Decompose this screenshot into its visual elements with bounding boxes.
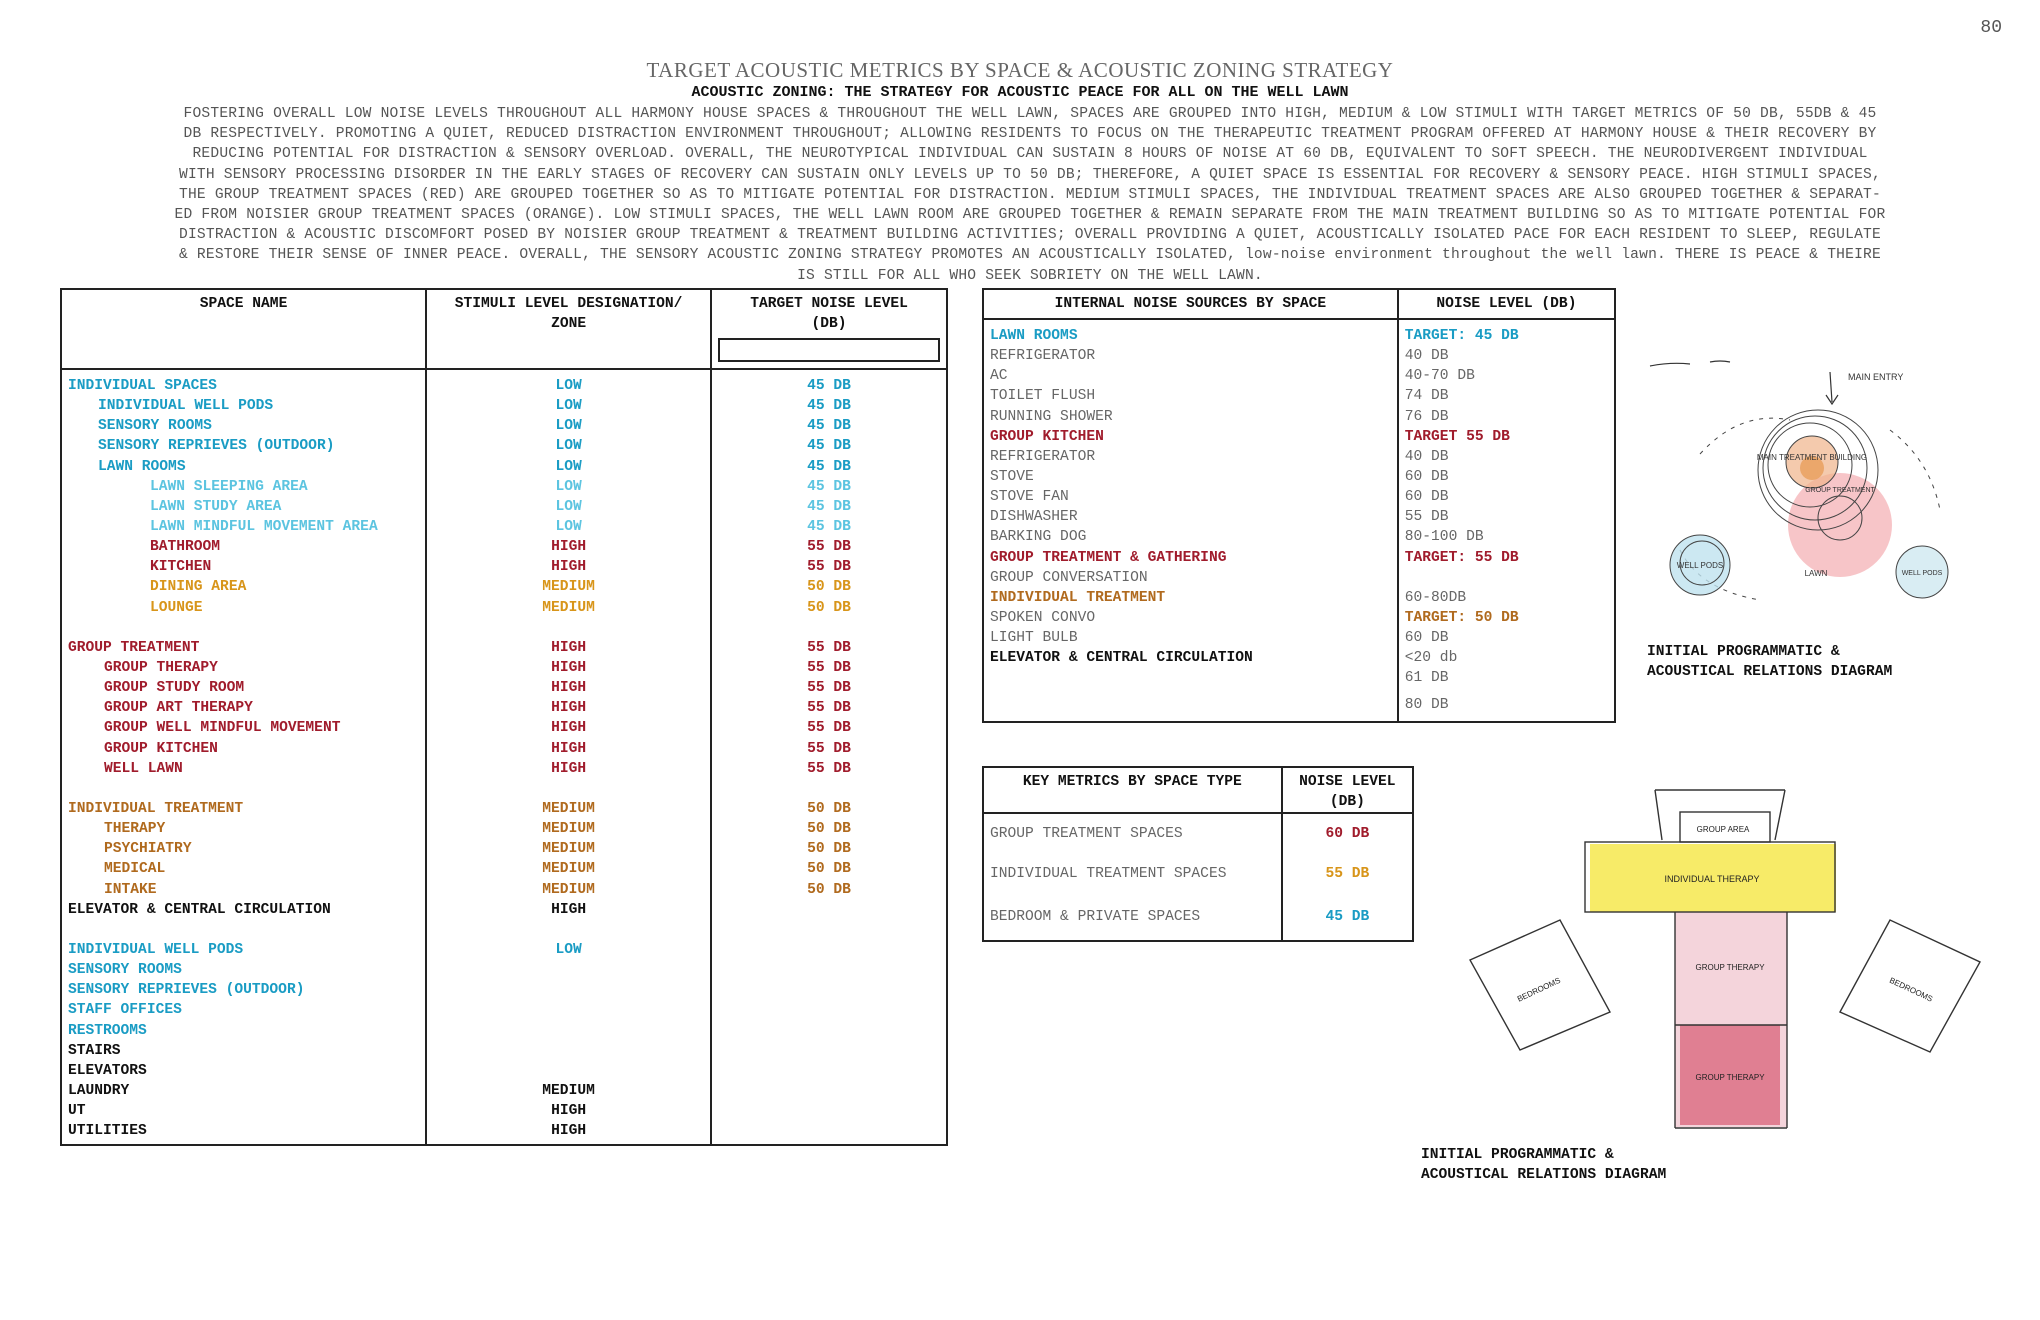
target-noise-cell: 45 DB bbox=[711, 497, 947, 517]
space-name-cell: STAIRS bbox=[61, 1041, 426, 1061]
header-stimuli-zone: STIMULI LEVEL DESIGNATION/ ZONE bbox=[426, 289, 711, 369]
space-name-cell bbox=[61, 779, 426, 799]
label-group-area: GROUP AREA bbox=[1696, 825, 1750, 834]
header-space-name: SPACE NAME bbox=[61, 289, 426, 369]
stimuli-zone-cell: HIGH bbox=[426, 739, 711, 759]
target-noise-cell: 45 DB bbox=[711, 436, 947, 456]
noise-level-cell: TARGET: 45 DB bbox=[1398, 319, 1615, 346]
target-noise-cell bbox=[711, 960, 947, 980]
label-left-bedrooms: BEDROOMS bbox=[1515, 975, 1562, 1004]
stimuli-zone-cell: MEDIUM bbox=[426, 598, 711, 618]
target-noise-cell: 55 DB bbox=[711, 698, 947, 718]
stimuli-zone-cell bbox=[426, 980, 711, 1000]
stimuli-zone-cell: MEDIUM bbox=[426, 799, 711, 819]
noise-level-cell: 76 DB bbox=[1398, 407, 1615, 427]
table-row bbox=[61, 618, 947, 638]
target-noise-cell: 55 DB bbox=[711, 678, 947, 698]
table-row bbox=[61, 1101, 947, 1121]
intro-paragraph bbox=[70, 104, 1990, 286]
key-level-cell: 45 DB bbox=[1282, 894, 1413, 941]
stimuli-zone-cell bbox=[426, 1000, 711, 1020]
noise-source-cell: BARKING DOG bbox=[983, 527, 1398, 547]
table-row bbox=[983, 487, 1615, 507]
space-name-cell: SENSORY REPRIEVES (OUTDOOR) bbox=[61, 436, 426, 456]
target-noise-cell: 55 DB bbox=[711, 759, 947, 779]
noise-level-cell: 74 DB bbox=[1398, 386, 1615, 406]
space-name-cell: GROUP WELL MINDFUL MOVEMENT bbox=[61, 718, 426, 738]
target-noise-cell: 45 DB bbox=[711, 396, 947, 416]
table-row bbox=[61, 537, 947, 557]
header-key-level: NOISE LEVEL (DB) bbox=[1282, 767, 1413, 813]
target-noise-cell: 45 DB bbox=[711, 517, 947, 537]
stimuli-zone-cell: LOW bbox=[426, 477, 711, 497]
table-row bbox=[61, 920, 947, 940]
space-metrics-table bbox=[60, 288, 948, 1146]
noise-level-cell bbox=[1398, 568, 1615, 588]
table-row bbox=[61, 477, 947, 497]
space-name-cell: DINING AREA bbox=[61, 577, 426, 597]
space-name-cell: THERAPY bbox=[61, 819, 426, 839]
table-row bbox=[983, 648, 1615, 668]
space-metrics-body bbox=[61, 369, 947, 1145]
label-right-pods: WELL PODS bbox=[1901, 570, 1943, 577]
noise-level-cell: 40 DB bbox=[1398, 447, 1615, 467]
key-metrics-table bbox=[982, 766, 1414, 942]
space-name-cell: LAWN ROOMS bbox=[61, 457, 426, 477]
table-row bbox=[983, 668, 1615, 688]
stimuli-zone-cell: HIGH bbox=[426, 658, 711, 678]
target-noise-cell: 50 DB bbox=[711, 799, 947, 819]
space-name-cell: UTILITIES bbox=[61, 1121, 426, 1145]
header-target-noise-label: TARGET NOISE LEVEL (DB) bbox=[750, 296, 908, 332]
table-row bbox=[61, 678, 947, 698]
header-space-type: KEY METRICS BY SPACE TYPE bbox=[983, 767, 1282, 813]
target-noise-cell: 45 DB bbox=[711, 416, 947, 436]
table-row bbox=[983, 366, 1615, 386]
space-type-cell: INDIVIDUAL TREATMENT SPACES bbox=[983, 854, 1282, 894]
table-row bbox=[61, 457, 947, 477]
space-name-cell: INDIVIDUAL SPACES bbox=[61, 369, 426, 396]
noise-level-cell: 60 DB bbox=[1398, 467, 1615, 487]
table-row bbox=[61, 1121, 947, 1145]
table-row bbox=[61, 759, 947, 779]
intro-line: ED FROM NOISIER GROUP TREATMENT SPACES (ORANGE). LOW STIMULI SPACES, THE WELL LAWN ROOM ARE GROUPED TOGETHER & REMAIN SEPARATE FROM THE MAIN TREATMENT BUILDING SO AS TO MITIGATE POTENTIAL FOR bbox=[174, 207, 1886, 224]
intro-line: FOSTERING OVERALL LOW NOISE LEVELS THROUGHOUT ALL HARMONY HOUSE SPACES & THROUGHOUT THE WELL LAWN, SPACES ARE GROUPED INTO HIGH, MEDIUM & LOW STIMULI WITH TARGET METRICS OF 50 DB, 55DB & 45 bbox=[183, 106, 1877, 122]
table-row bbox=[61, 658, 947, 678]
noise-level-cell: 60-80DB bbox=[1398, 588, 1615, 608]
stimuli-zone-cell: HIGH bbox=[426, 678, 711, 698]
target-noise-cell: 50 DB bbox=[711, 859, 947, 879]
intro-line: REDUCING POTENTIAL FOR DISTRACTION & SENSORY OVERLOAD. OVERALL, THE NEUROTYPICAL INDIVIDUAL CAN SUSTAIN 8 HOURS OF NOISE AT 60 DB, EQUIVALENT TO SOFT SPEECH. THE NEURODIVERGENT INDIVIDUAL bbox=[192, 146, 1868, 163]
space-name-cell: INDIVIDUAL TREATMENT bbox=[61, 799, 426, 819]
stimuli-zone-cell: LOW bbox=[426, 517, 711, 537]
table-row bbox=[983, 813, 1413, 854]
stimuli-zone-cell bbox=[426, 960, 711, 980]
table-row bbox=[61, 779, 947, 799]
stimuli-zone-cell: HIGH bbox=[426, 557, 711, 577]
target-noise-cell bbox=[711, 779, 947, 799]
space-name-cell: SENSORY REPRIEVES (OUTDOOR) bbox=[61, 980, 426, 1000]
table-row bbox=[61, 799, 947, 819]
target-noise-cell: 55 DB bbox=[711, 658, 947, 678]
intro-line: THE GROUP TREATMENT SPACES (RED) ARE GROUPED TOGETHER SO AS TO MITIGATE POTENTIAL FOR DISTRACTION. MEDIUM STIMULI SPACES, THE INDIVIDUAL TREATMENT SPACES ARE ALSO GROUPED TOGETHER & SEPARAT- bbox=[179, 186, 1881, 203]
space-name-cell: GROUP ART THERAPY bbox=[61, 698, 426, 718]
stimuli-zone-cell: MEDIUM bbox=[426, 839, 711, 859]
target-noise-cell: 55 DB bbox=[711, 739, 947, 759]
target-noise-cell bbox=[711, 618, 947, 638]
label-main-entry: MAIN ENTRY bbox=[1848, 372, 1904, 382]
intro-line: DISTRACTION & ACOUSTIC DISCOMFORT POSED BY NOISIER GROUP TREATMENT & TREATMENT BUILDING ACTIVITIES; OVERALL PROVIDING A QUIET, ACOUSTICALLY ISOLATED PACE FOR EACH RESIDENT TO SLEEP, REGULATE bbox=[179, 227, 1881, 244]
table-row bbox=[983, 346, 1615, 366]
label-left-pods: WELL PODS bbox=[1676, 561, 1724, 570]
stimuli-zone-cell bbox=[426, 920, 711, 940]
intro-line: & RESTORE THEIR SENSE OF INNER PEACE. OVERALL, THE SENSORY ACOUSTIC ZONING STRATEGY PROMOTES AN ACOUSTICALLY ISOLATED, low-noise environment throughout the well lawn. THERE IS PEACE & THEIRE bbox=[179, 247, 1881, 264]
table-row bbox=[61, 497, 947, 517]
table-row bbox=[61, 396, 947, 416]
space-type-cell: BEDROOM & PRIVATE SPACES bbox=[983, 894, 1282, 941]
stimuli-zone-cell: HIGH bbox=[426, 718, 711, 738]
label-group-therapy-1: GROUP THERAPY bbox=[1695, 963, 1765, 972]
noise-source-cell: DISHWASHER bbox=[983, 507, 1398, 527]
space-name-cell: GROUP TREATMENT bbox=[61, 638, 426, 658]
table-row bbox=[61, 739, 947, 759]
intro-line: DB RESPECTIVELY. PROMOTING A QUIET, REDUCED DISTRACTION ENVIRONMENT THROUGHOUT; ALLOWING RESIDENTS TO FOCUS ON THE THERAPEUTIC TREATMENT PROGRAM OFFERED AT HARMONY HOUSE & THEIR RECOVERY BY bbox=[183, 126, 1877, 143]
table-row bbox=[61, 1000, 947, 1020]
stimuli-zone-cell: MEDIUM bbox=[426, 819, 711, 839]
label-lawn: LAWN bbox=[1804, 569, 1828, 578]
noise-source-cell: TOILET FLUSH bbox=[983, 386, 1398, 406]
space-name-cell: LOUNGE bbox=[61, 598, 426, 618]
sketch-stroke bbox=[1650, 361, 1730, 366]
entry-arrow-icon bbox=[1826, 372, 1838, 404]
table-row bbox=[983, 467, 1615, 487]
target-noise-cell: 50 DB bbox=[711, 880, 947, 900]
noise-sources-body bbox=[983, 319, 1615, 722]
diagram-caption-bottom: INITIAL PROGRAMMATIC & ACOUSTICAL RELATIONS DIAGRAM bbox=[1421, 1147, 1667, 1183]
table-row bbox=[983, 386, 1615, 406]
noise-level-cell: 55 DB bbox=[1398, 507, 1615, 527]
table-row bbox=[61, 577, 947, 597]
noise-source-cell bbox=[983, 668, 1398, 688]
stimuli-zone-cell: LOW bbox=[426, 497, 711, 517]
noise-level-cell: 60 DB bbox=[1398, 487, 1615, 507]
table-row bbox=[61, 960, 947, 980]
stimuli-zone-cell: LOW bbox=[426, 396, 711, 416]
target-noise-cell: 50 DB bbox=[711, 598, 947, 618]
stimuli-zone-cell: MEDIUM bbox=[426, 1081, 711, 1101]
noise-level-cell: TARGET: 50 DB bbox=[1398, 608, 1615, 628]
table-row bbox=[983, 854, 1413, 894]
noise-source-cell: INDIVIDUAL TREATMENT bbox=[983, 588, 1398, 608]
label-group-treatment: GROUP TREATMENT bbox=[1805, 487, 1875, 494]
page-title: TARGET ACOUSTIC METRICS BY SPACE & ACOUSTIC ZONING STRATEGY bbox=[646, 58, 1394, 82]
stimuli-zone-cell: HIGH bbox=[426, 1101, 711, 1121]
table-row bbox=[61, 1041, 947, 1061]
stimuli-zone-cell: HIGH bbox=[426, 1121, 711, 1145]
label-right-bedrooms: BEDROOMS bbox=[1888, 975, 1935, 1004]
space-name-cell: GROUP THERAPY bbox=[61, 658, 426, 678]
table-row bbox=[983, 689, 1615, 722]
space-name-cell: GROUP KITCHEN bbox=[61, 739, 426, 759]
page-number: 80 bbox=[1980, 18, 2002, 38]
intro-line: WITH SENSORY PROCESSING DISORDER IN THE EARLY STAGES OF RECOVERY CAN SUSTAIN ONLY LEVELS UP TO 50 DB; THEREFORE, A QUIET SPACE IS ESSENTIAL FOR RECOVERY & SENSORY PEACE. HIGH STIMULI SPACES, bbox=[179, 166, 1881, 183]
noise-source-cell: REFRIGERATOR bbox=[983, 346, 1398, 366]
table-row bbox=[61, 416, 947, 436]
noise-level-cell: TARGET 55 DB bbox=[1398, 427, 1615, 447]
table-row bbox=[983, 319, 1615, 346]
label-individual-therapy: INDIVIDUAL THERAPY bbox=[1664, 874, 1760, 884]
table-row bbox=[61, 1061, 947, 1081]
table-row bbox=[983, 507, 1615, 527]
noise-level-cell: <20 db bbox=[1398, 648, 1615, 668]
target-noise-cell bbox=[711, 940, 947, 960]
table-row bbox=[61, 900, 947, 920]
stimuli-zone-cell bbox=[426, 618, 711, 638]
space-name-cell: PSYCHIATRY bbox=[61, 839, 426, 859]
space-name-cell: SENSORY ROOMS bbox=[61, 416, 426, 436]
noise-sources-table bbox=[982, 288, 1616, 723]
table-row bbox=[61, 638, 947, 658]
label-group-therapy-2: GROUP THERAPY bbox=[1695, 1073, 1765, 1082]
space-name-cell: LAWN STUDY AREA bbox=[61, 497, 426, 517]
table-row bbox=[61, 940, 947, 960]
space-name-cell: RESTROOMS bbox=[61, 1021, 426, 1041]
table-row bbox=[61, 859, 947, 879]
stimuli-zone-cell: LOW bbox=[426, 940, 711, 960]
noise-source-cell: STOVE FAN bbox=[983, 487, 1398, 507]
noise-level-cell: 80 DB bbox=[1398, 689, 1615, 722]
noise-level-cell: 40 DB bbox=[1398, 346, 1615, 366]
target-noise-cell: 50 DB bbox=[711, 839, 947, 859]
table-row bbox=[61, 598, 947, 618]
target-noise-cell: 55 DB bbox=[711, 638, 947, 658]
table-row bbox=[983, 447, 1615, 467]
target-noise-cell bbox=[711, 1061, 947, 1081]
target-noise-cell: 55 DB bbox=[711, 718, 947, 738]
noise-source-cell: SPOKEN CONVO bbox=[983, 608, 1398, 628]
noise-source-cell: GROUP KITCHEN bbox=[983, 427, 1398, 447]
noise-source-cell: AC bbox=[983, 366, 1398, 386]
stimuli-zone-cell: HIGH bbox=[426, 900, 711, 920]
space-name-cell: MEDICAL bbox=[61, 859, 426, 879]
stimuli-zone-cell: HIGH bbox=[426, 759, 711, 779]
target-noise-cell bbox=[711, 1041, 947, 1061]
noise-source-cell: RUNNING SHOWER bbox=[983, 407, 1398, 427]
noise-source-cell: STOVE bbox=[983, 467, 1398, 487]
space-name-cell: INDIVIDUAL WELL PODS bbox=[61, 396, 426, 416]
relations-bubble-diagram bbox=[1640, 350, 1970, 640]
table-row bbox=[61, 436, 947, 456]
space-type-cell: GROUP TREATMENT SPACES bbox=[983, 813, 1282, 854]
noise-level-cell: 60 DB bbox=[1398, 628, 1615, 648]
stimuli-zone-cell: LOW bbox=[426, 436, 711, 456]
noise-source-cell: ELEVATOR & CENTRAL CIRCULATION bbox=[983, 648, 1398, 668]
table-row bbox=[61, 1081, 947, 1101]
table-row bbox=[983, 548, 1615, 568]
key-level-cell: 60 DB bbox=[1282, 813, 1413, 854]
table-row bbox=[983, 568, 1615, 588]
table-row bbox=[983, 527, 1615, 547]
table-row bbox=[983, 628, 1615, 648]
header-noise-source: INTERNAL NOISE SOURCES BY SPACE bbox=[983, 289, 1398, 319]
label-main-building: MAIN TREATMENT BUILDING bbox=[1756, 453, 1868, 462]
noise-level-cell: 80-100 DB bbox=[1398, 527, 1615, 547]
space-name-cell: GROUP STUDY ROOM bbox=[61, 678, 426, 698]
stimuli-zone-cell: MEDIUM bbox=[426, 880, 711, 900]
stimuli-zone-cell: HIGH bbox=[426, 698, 711, 718]
target-noise-cell bbox=[711, 1000, 947, 1020]
noise-source-cell: GROUP TREATMENT & GATHERING bbox=[983, 548, 1398, 568]
space-name-cell: UT bbox=[61, 1101, 426, 1121]
header-empty-box bbox=[718, 338, 940, 362]
space-name-cell: STAFF OFFICES bbox=[61, 1000, 426, 1020]
table-row bbox=[61, 880, 947, 900]
target-noise-cell bbox=[711, 1121, 947, 1145]
table-row bbox=[61, 980, 947, 1000]
table-row bbox=[983, 894, 1413, 941]
target-noise-cell bbox=[711, 980, 947, 1000]
table-row bbox=[61, 839, 947, 859]
stimuli-zone-cell: HIGH bbox=[426, 638, 711, 658]
target-noise-cell bbox=[711, 1101, 947, 1121]
target-noise-cell: 50 DB bbox=[711, 819, 947, 839]
space-name-cell: LAUNDRY bbox=[61, 1081, 426, 1101]
target-noise-cell bbox=[711, 1021, 947, 1041]
target-noise-cell bbox=[711, 1081, 947, 1101]
space-name-cell: WELL LAWN bbox=[61, 759, 426, 779]
space-name-cell: INDIVIDUAL WELL PODS bbox=[61, 940, 426, 960]
relations-plan-diagram bbox=[1440, 780, 2000, 1140]
table-row bbox=[983, 407, 1615, 427]
diagram-caption-top: INITIAL PROGRAMMATIC & ACOUSTICAL RELATIONS DIAGRAM bbox=[1647, 644, 1893, 680]
noise-source-cell: LIGHT BULB bbox=[983, 628, 1398, 648]
header-noise-level: NOISE LEVEL (DB) bbox=[1398, 289, 1615, 319]
space-name-cell: BATHROOM bbox=[61, 537, 426, 557]
table-row bbox=[983, 427, 1615, 447]
stimuli-zone-cell: LOW bbox=[426, 457, 711, 477]
key-level-cell: 55 DB bbox=[1282, 854, 1413, 894]
table-row bbox=[61, 698, 947, 718]
noise-level-cell: 40-70 DB bbox=[1398, 366, 1615, 386]
page-subtitle: ACOUSTIC ZONING: THE STRATEGY FOR ACOUSTIC PEACE FOR ALL ON THE WELL LAWN bbox=[691, 84, 1349, 101]
space-name-cell: INTAKE bbox=[61, 880, 426, 900]
noise-source-cell: REFRIGERATOR bbox=[983, 447, 1398, 467]
stimuli-zone-cell: MEDIUM bbox=[426, 859, 711, 879]
noise-level-cell: 61 DB bbox=[1398, 668, 1615, 688]
target-noise-cell: 45 DB bbox=[711, 457, 947, 477]
target-noise-cell: 45 DB bbox=[711, 369, 947, 396]
table-row bbox=[983, 588, 1615, 608]
table-row bbox=[61, 1021, 947, 1041]
space-name-cell: ELEVATORS bbox=[61, 1061, 426, 1081]
target-noise-cell: 45 DB bbox=[711, 477, 947, 497]
noise-level-cell: TARGET: 55 DB bbox=[1398, 548, 1615, 568]
stimuli-zone-cell: MEDIUM bbox=[426, 577, 711, 597]
intro-line: IS STILL FOR ALL WHO SEEK SOBRIETY ON THE WELL LAWN. bbox=[797, 267, 1263, 284]
target-noise-cell bbox=[711, 900, 947, 920]
stimuli-zone-cell bbox=[426, 1021, 711, 1041]
stimuli-zone-cell bbox=[426, 1041, 711, 1061]
target-noise-cell: 55 DB bbox=[711, 537, 947, 557]
header-target-noise bbox=[711, 289, 947, 369]
table-row bbox=[61, 517, 947, 537]
stimuli-zone-cell: HIGH bbox=[426, 537, 711, 557]
target-noise-cell: 50 DB bbox=[711, 577, 947, 597]
table-row bbox=[983, 608, 1615, 628]
table-row bbox=[61, 819, 947, 839]
space-name-cell: SENSORY ROOMS bbox=[61, 960, 426, 980]
table-row bbox=[61, 369, 947, 396]
target-noise-cell bbox=[711, 920, 947, 940]
target-noise-cell: 55 DB bbox=[711, 557, 947, 577]
noise-source-cell bbox=[983, 689, 1398, 722]
stimuli-zone-cell bbox=[426, 1061, 711, 1081]
stimuli-zone-cell bbox=[426, 779, 711, 799]
key-metrics-body bbox=[983, 813, 1413, 941]
space-name-cell: LAWN MINDFUL MOVEMENT AREA bbox=[61, 517, 426, 537]
space-name-cell: LAWN SLEEPING AREA bbox=[61, 477, 426, 497]
noise-source-cell: LAWN ROOMS bbox=[983, 319, 1398, 346]
stimuli-zone-cell: LOW bbox=[426, 369, 711, 396]
stimuli-zone-cell: LOW bbox=[426, 416, 711, 436]
space-name-cell bbox=[61, 618, 426, 638]
space-name-cell bbox=[61, 920, 426, 940]
noise-source-cell: GROUP CONVERSATION bbox=[983, 568, 1398, 588]
space-name-cell: ELEVATOR & CENTRAL CIRCULATION bbox=[61, 900, 426, 920]
space-name-cell: KITCHEN bbox=[61, 557, 426, 577]
table-row bbox=[61, 557, 947, 577]
table-row bbox=[61, 718, 947, 738]
